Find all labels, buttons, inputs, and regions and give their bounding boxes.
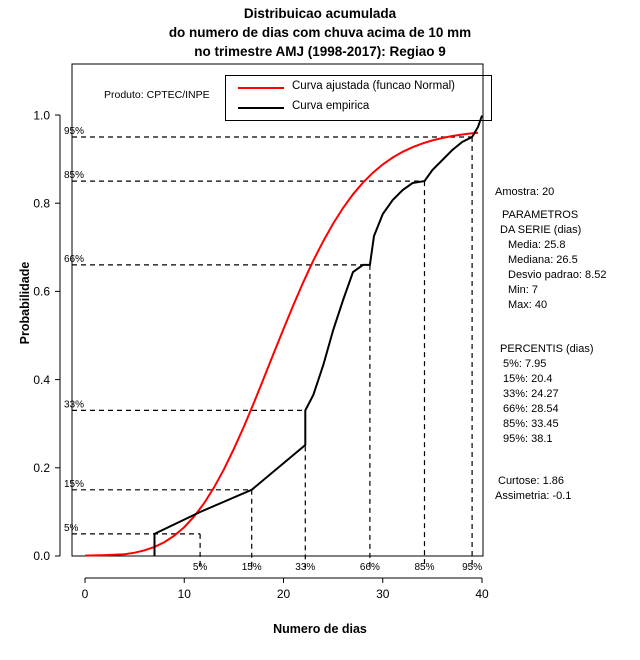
svg-text:15%: 15%	[64, 479, 85, 490]
x-percentile-labels	[193, 562, 482, 573]
svg-text:15%: 15%	[241, 562, 262, 573]
sidebar-param-min: Min: 7	[508, 284, 538, 296]
title-line-3: no trimestre AMJ (1998-2017): Regiao 9	[194, 44, 446, 59]
svg-text:66%: 66%	[64, 254, 85, 265]
svg-text:33%: 33%	[64, 399, 85, 411]
svg-text:85%: 85%	[414, 562, 435, 573]
y-axis-label: Probabilidade	[18, 261, 32, 345]
svg-text:85%: 85%	[64, 170, 85, 181]
sidebar-params-header-2: DA SERIE (dias)	[500, 224, 582, 236]
svg-text:0: 0	[81, 587, 89, 601]
svg-text:1.0: 1.0	[33, 108, 50, 123]
svg-text:0.0: 0.0	[33, 549, 50, 563]
svg-text:95%: 95%	[64, 126, 85, 137]
sidebar-kurtosis: Curtose: 1.86	[498, 475, 565, 487]
title-line-2: do numero de dias com chuva acima de 10 mm	[168, 25, 472, 40]
svg-text:0.2: 0.2	[33, 461, 50, 475]
sidebar-percentil-66: 66%: 28.54	[503, 403, 559, 415]
svg-text:5%: 5%	[192, 562, 208, 573]
sidebar-percentil-85: 85%: 33.45	[503, 418, 559, 430]
svg-text:20: 20	[276, 587, 291, 601]
svg-text:0.4: 0.4	[33, 373, 50, 387]
y-tick-labels	[33, 109, 50, 564]
sidebar-sample: Amostra: 20	[495, 186, 555, 198]
sidebar-param-media: Media: 25.8	[508, 239, 566, 251]
svg-text:66%: 66%	[359, 562, 380, 573]
legend-label-empirical: Curva empirica	[292, 100, 370, 112]
svg-text:40: 40	[475, 587, 489, 601]
y-percentile-labels	[64, 126, 84, 534]
plot-frame	[72, 64, 483, 556]
y-axis	[55, 115, 60, 556]
svg-text:33%: 33%	[295, 562, 316, 573]
svg-text:30: 30	[376, 587, 390, 601]
sidebar-percentil-15: 15%: 20.4	[503, 373, 553, 385]
svg-text:5%: 5%	[64, 523, 79, 534]
sidebar-param-mediana: Mediana: 26.5	[508, 254, 578, 266]
x-tick-labels	[82, 587, 489, 601]
sidebar-skewness: Assimetria: -0.1	[495, 490, 572, 502]
x-axis	[85, 578, 482, 583]
title-line-1: Distribuicao acumulada	[243, 6, 397, 21]
sidebar-percentil-5: 5%: 7.95	[503, 358, 547, 370]
series-fitted-normal	[85, 133, 478, 556]
sidebar-params-header-1: PARAMETROS	[502, 209, 579, 221]
sidebar-percentis-header: PERCENTIS (dias)	[500, 343, 594, 355]
svg-text:10: 10	[177, 587, 191, 601]
sidebar-percentil-33: 33%: 24.27	[503, 388, 559, 400]
sidebar-param-max: Max: 40	[508, 299, 548, 311]
legend-label-fitted: Curva ajustada (funcao Normal)	[292, 80, 455, 92]
svg-text:95%: 95%	[462, 562, 483, 573]
producer-label: Produto: CPTEC/INPE	[104, 89, 210, 101]
sidebar-percentil-95: 95%: 38.1	[503, 433, 553, 445]
sidebar-param-desvio: Desvio padrao: 8.52	[508, 269, 607, 281]
x-axis-label: Numero de dias	[273, 622, 367, 636]
svg-text:0.6: 0.6	[33, 284, 50, 299]
percentile-guides	[72, 137, 472, 568]
svg-text:0.8: 0.8	[33, 196, 50, 211]
